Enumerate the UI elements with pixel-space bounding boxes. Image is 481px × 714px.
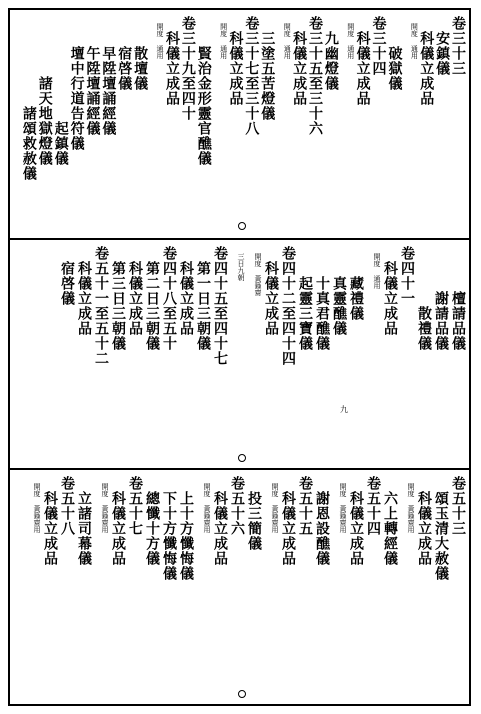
toc-entry: 科儀立成品 bbox=[212, 476, 228, 566]
toc-entry: 九幽燈儀 bbox=[322, 16, 339, 91]
toc-entry: 開度 通用 bbox=[219, 16, 228, 59]
toc-entry: 開度 黃籙齋用 bbox=[271, 476, 279, 533]
toc-entry: 科儀立成品 bbox=[280, 476, 296, 566]
toc-band-3 bbox=[10, 470, 471, 704]
toc-entry: 散禮儀 bbox=[416, 246, 432, 351]
toc-entry: 開度 通用 bbox=[346, 16, 355, 59]
toc-entry: 諸天地獄燈儀 bbox=[36, 16, 53, 166]
toc-entry: 起鎮儀 bbox=[52, 16, 69, 166]
toc-entry: 早陞壇誦經儀 bbox=[100, 16, 117, 136]
binding-hole-icon bbox=[238, 222, 246, 230]
toc-entry: 頌玉清大赦儀 bbox=[433, 476, 449, 581]
toc-entry: 諸頌救赦儀 bbox=[20, 16, 37, 181]
toc-entry: 科儀立成品 bbox=[382, 246, 398, 336]
toc-entry: 開度 通用 bbox=[373, 246, 381, 289]
toc-entry: 科儀立成品 bbox=[416, 476, 432, 566]
toc-entry: 宿啓儀 bbox=[116, 16, 133, 91]
toc-entry: 起靈三寶儀 bbox=[297, 246, 313, 351]
toc-entry: 午陞壇誦經儀 bbox=[84, 16, 101, 136]
toc-entry: 三塗五苦燈儀 bbox=[259, 16, 276, 121]
toc-entry: 科儀立成品 bbox=[263, 246, 279, 336]
toc-entry: 科儀立成品 bbox=[354, 16, 371, 106]
toc-entry: 宿啓儀 bbox=[59, 246, 75, 306]
toc-entry: 科儀立成品 bbox=[178, 246, 194, 336]
toc-entry: 卷三十九至四十 bbox=[179, 16, 196, 121]
toc-entry: 卷五十五 bbox=[297, 476, 313, 536]
toc-entry: 科儀立成品 bbox=[110, 476, 126, 566]
toc-entry: 卷四十二至四十四 bbox=[280, 246, 296, 366]
toc-entry: 立諸司幕儀 bbox=[76, 476, 92, 566]
toc-entry: 散壇儀 bbox=[132, 16, 149, 91]
toc-entry: 開度 黃籙齋用 bbox=[33, 476, 41, 533]
toc-entry: 卷三十七至三十八 bbox=[243, 16, 260, 136]
toc-entry: 卷四十五至四十七 bbox=[212, 246, 228, 366]
toc-band-2 bbox=[10, 240, 471, 468]
toc-entry: 真靈醮儀 bbox=[331, 246, 347, 336]
toc-entry: 卷五十六 bbox=[229, 476, 245, 536]
toc-entry: 謝恩設醮儀 bbox=[314, 476, 330, 566]
toc-entry: 破獄儀 bbox=[386, 16, 403, 91]
toc-entry: 六上轉經儀 bbox=[382, 476, 398, 566]
toc-entry: 科儀立成品 bbox=[163, 16, 180, 106]
toc-entry: 謝請品儀 bbox=[433, 246, 449, 351]
toc-entry: 科儀立成品 bbox=[418, 16, 435, 106]
toc-entry: 開度 黃籙齋 bbox=[254, 246, 262, 296]
toc-entry: 開度 黃籙齋用 bbox=[101, 476, 109, 533]
toc-entry: 藏禮儀 bbox=[348, 246, 364, 321]
toc-entry: 卷三十三 bbox=[450, 16, 466, 76]
toc-entry: 第三日三朝儀 bbox=[110, 246, 126, 351]
toc-entry: 開度 黃籙齋用 bbox=[203, 476, 211, 533]
toc-entry: 十真君醮儀 bbox=[314, 246, 330, 351]
page-mark: 九 bbox=[340, 405, 348, 414]
toc-entry: 第一日三朝儀 bbox=[195, 246, 211, 351]
toc-entry: 開度 通用 bbox=[156, 16, 165, 59]
toc-entry: 總懺十方儀 bbox=[144, 476, 160, 566]
toc-entry: 安鎮儀 bbox=[434, 16, 451, 76]
toc-entry: 上十方懺悔儀 bbox=[178, 476, 194, 581]
toc-entry: 第二日三朝儀 bbox=[144, 246, 160, 351]
toc-entry: 卷五十四 bbox=[365, 476, 381, 536]
toc-entry: 科儀立成品 bbox=[42, 476, 58, 566]
binding-hole-icon bbox=[238, 454, 246, 462]
toc-entry: 檀請品儀 bbox=[450, 246, 466, 351]
toc-entry: 卷五十八 bbox=[59, 476, 75, 536]
toc-entry: 科儀立成品 bbox=[291, 16, 308, 106]
toc-entry: 卷五十七 bbox=[127, 476, 143, 536]
toc-entry: 開度 黃籙齋用 bbox=[339, 476, 347, 533]
toc-entry: 壇中行道告符儀 bbox=[68, 16, 85, 151]
toc-entry: 科儀立成品 bbox=[76, 246, 92, 336]
toc-entry: 投三簡儀 bbox=[246, 476, 262, 551]
toc-entry: 科儀立成品 bbox=[127, 246, 143, 336]
toc-band-1 bbox=[10, 10, 471, 238]
toc-entry: 卷四十八至五十 bbox=[161, 246, 177, 351]
toc-entry: 卷五十一至五十二 bbox=[93, 246, 109, 366]
binding-hole-icon bbox=[238, 690, 246, 698]
toc-entry: 開度 通用 bbox=[410, 16, 419, 59]
toc-entry: 賢治金形靈官醮儀 bbox=[195, 16, 212, 166]
toc-entry: 卷五十三 bbox=[450, 476, 466, 536]
toc-entry: 下十方懺悔儀 bbox=[161, 476, 177, 581]
toc-entry: 卷四十一 bbox=[399, 246, 415, 306]
toc-entry: 卷三十五至三十六 bbox=[306, 16, 323, 136]
toc-entry: 科儀立成品 bbox=[227, 16, 244, 106]
toc-entry: 卷三十四 bbox=[370, 16, 387, 76]
toc-entry: 三日九朝 bbox=[237, 246, 245, 281]
toc-entry: 科儀立成品 bbox=[348, 476, 364, 566]
toc-entry: 開度 黃籙齋用 bbox=[407, 476, 415, 533]
toc-entry: 開度 通用 bbox=[283, 16, 292, 59]
